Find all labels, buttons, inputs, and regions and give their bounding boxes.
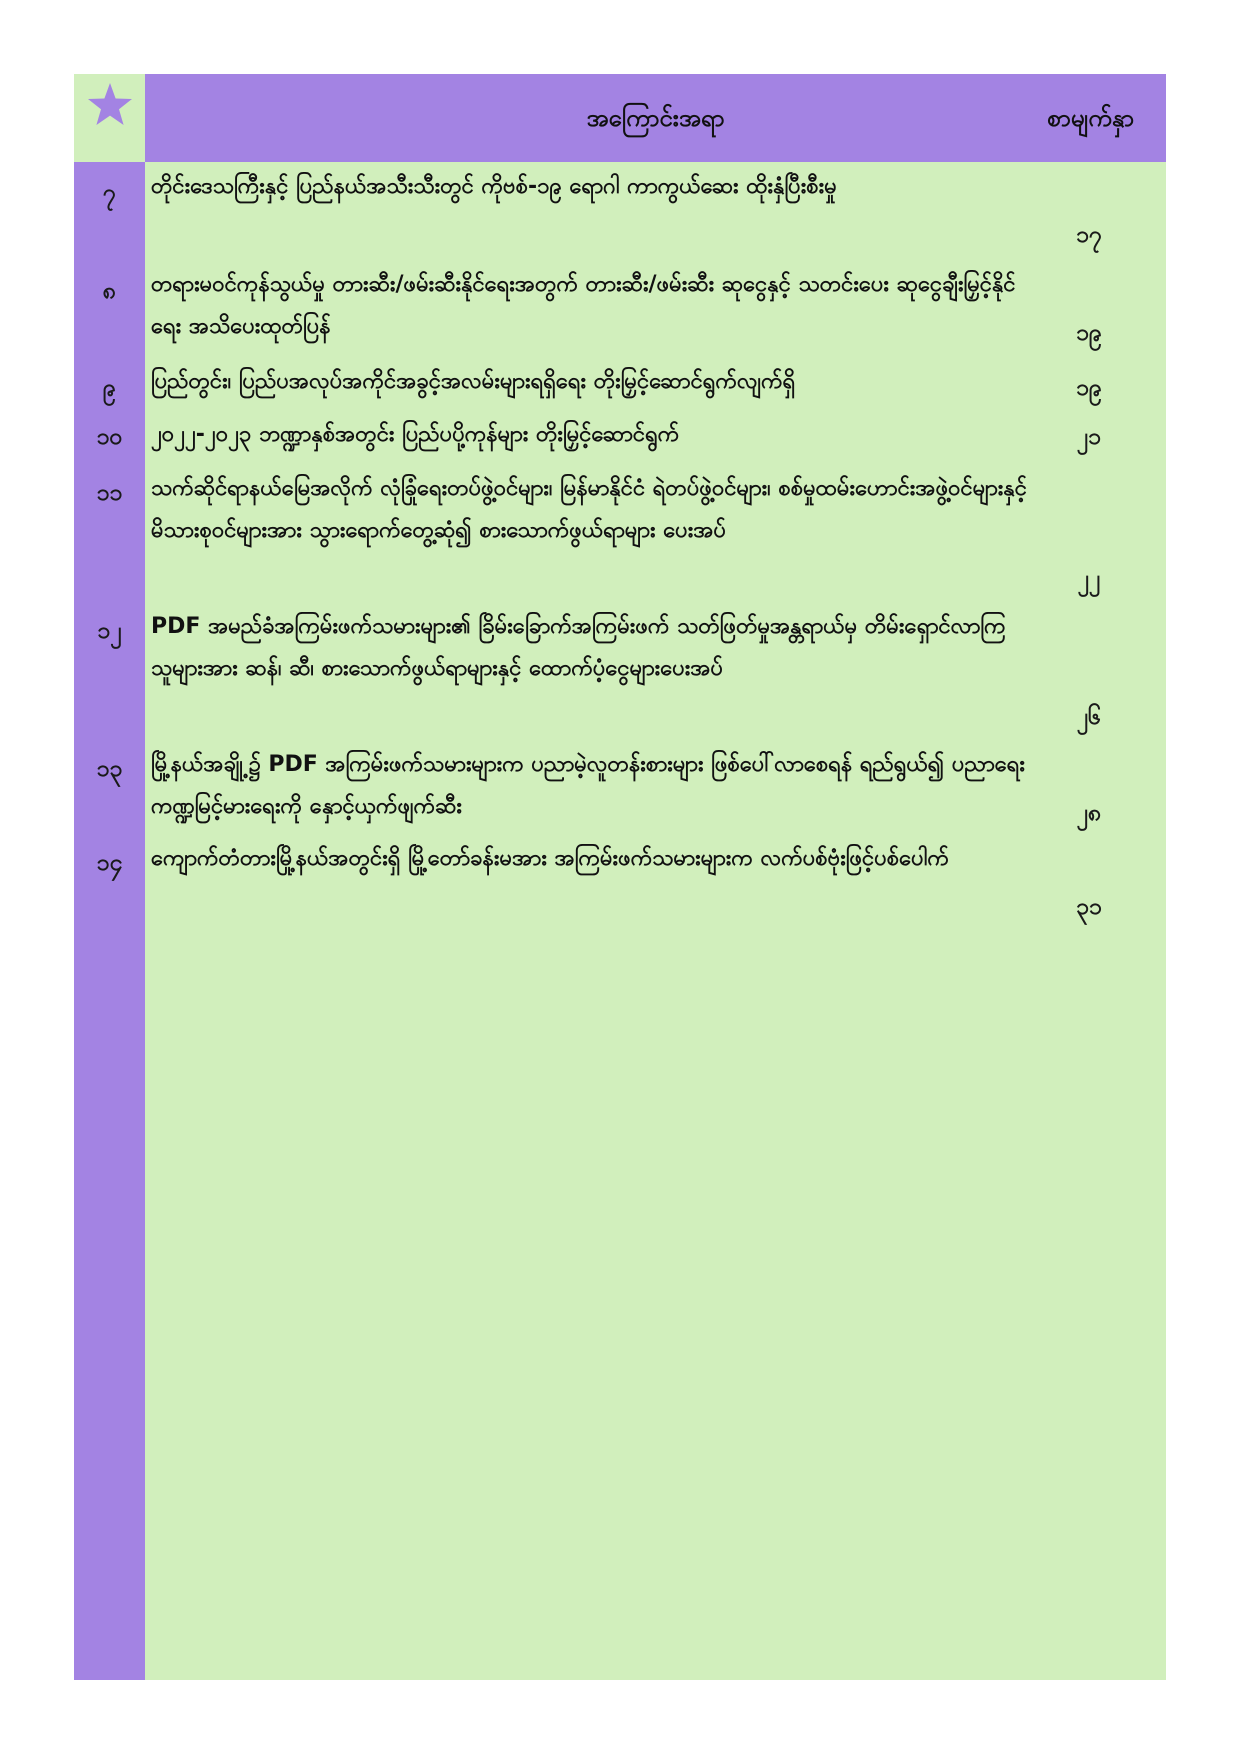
toc-entry-number: ၉ xyxy=(103,375,116,401)
toc-entry-number: ၇ xyxy=(103,180,116,206)
toc-entry-page: ၁၇ xyxy=(1076,222,1102,248)
toc-entry-page: ၂၂ xyxy=(1077,566,1101,592)
toc-entry-page: ၁၉ xyxy=(1076,375,1102,401)
toc-entry-page: ၂၈ xyxy=(1076,800,1102,826)
toc-header xyxy=(145,74,1166,162)
toc-entry-title: မြို့နယ်အချို့၌ PDF အကြမ်းဖက်သမားများက ပညာမဲ့လူတန်းစားများ ဖြစ်ပေါ်လာစေရန် ရည်ရွယ်၍ ပညာရေးကဏ္ဍမြင့်မားရေးကို နှောင့်ယှက်ဖျက်ဆီး xyxy=(151,752,1025,819)
toc-header-page-label: စာမျက်နှာ xyxy=(1047,104,1134,132)
toc-entry-page: ၁၉ xyxy=(1076,320,1102,346)
toc-entry-page: ၂၆ xyxy=(1076,704,1102,730)
toc-entry-title: တိုင်းဒေသကြီးနှင့် ပြည်နယ်အသီးသီးတွင် ကိုဗစ်-၁၉ ရောဂါ ကာကွယ်ဆေး ထိုးနှံပြီးစီးမှု xyxy=(151,174,837,199)
toc-entry-title: ပြည်တွင်း၊ ပြည်ပအလုပ်အကိုင်အခွင့်အလမ်းများရရှိရေး တိုးမြှင့်ဆောင်ရွက်လျက်ရှိ xyxy=(151,369,796,394)
toc-entry-title: ၂၀၂၂-၂၀၂၃ ဘဏ္ဍာနှစ်အတွင်း ပြည်ပပို့ကုန်များ တိုးမြှင့်ဆောင်ရွက် xyxy=(151,422,680,447)
toc-entry-title: သက်ဆိုင်ရာနယ်မြေအလိုက် လုံခြုံရေးတပ်ဖွဲ့ဝင်များ၊ မြန်မာနိုင်ငံ ရဲတပ်ဖွဲ့ဝင်များ၊ စစ်မှုထမ်းဟောင်းအဖွဲ့ဝင်များနှင့် မိသားစုဝင်များအား သွားရောက်တွေ့ဆုံ၍ စားသောက်ဖွယ်ရာများ ပေးအပ် xyxy=(151,476,1027,543)
toc-entry-number: ၁၀ xyxy=(96,424,123,450)
toc-entry-number: ၁၃ xyxy=(96,756,123,782)
toc-entry-number: ၁၁ xyxy=(96,480,123,506)
toc-entry-number: ၈ xyxy=(102,278,117,304)
star-icon xyxy=(86,80,134,128)
toc-entry-page: ၂၁ xyxy=(1076,424,1102,450)
toc-entry-page: ၃၁ xyxy=(1076,894,1102,920)
toc-table xyxy=(74,74,1166,1680)
toc-header-title: အကြောင်းအရာ xyxy=(586,104,725,132)
toc-entry-title: ကျောက်တံတားမြို့နယ်အတွင်းရှိ မြို့တော်ခန်းမအား အကြမ်းဖက်သမားများက လက်ပစ်ဗုံးဖြင့်ပစ်ပေါက် xyxy=(151,846,950,871)
toc-entry-number: ၁၄ xyxy=(96,850,123,876)
toc-entry-title: တရားမဝင်ကုန်သွယ်မှု တားဆီး/ဖမ်းဆီးနိုင်ရေးအတွက် တားဆီး/ဖမ်းဆီး ဆုငွေနှင့် သတင်းပေး ဆုငွေချီးမြှင့်နိုင်ရေး အသိပေးထုတ်ပြန် xyxy=(151,272,1016,339)
star-cell xyxy=(74,74,145,162)
toc-entry-title: PDF အမည်ခံအကြမ်းဖက်သမားများ၏ ခြိမ်းခြောက်အကြမ်းဖက် သတ်ဖြတ်မှုအန္တရာယ်မှ တိမ်းရှောင်လာကြသူများအား ဆန်၊ ဆီ၊ စားသောက်ဖွယ်ရာများနှင့် ထောက်ပံ့ငွေများပေးအပ် xyxy=(151,614,1006,681)
toc-entry-number: ၁၂ xyxy=(97,618,122,644)
